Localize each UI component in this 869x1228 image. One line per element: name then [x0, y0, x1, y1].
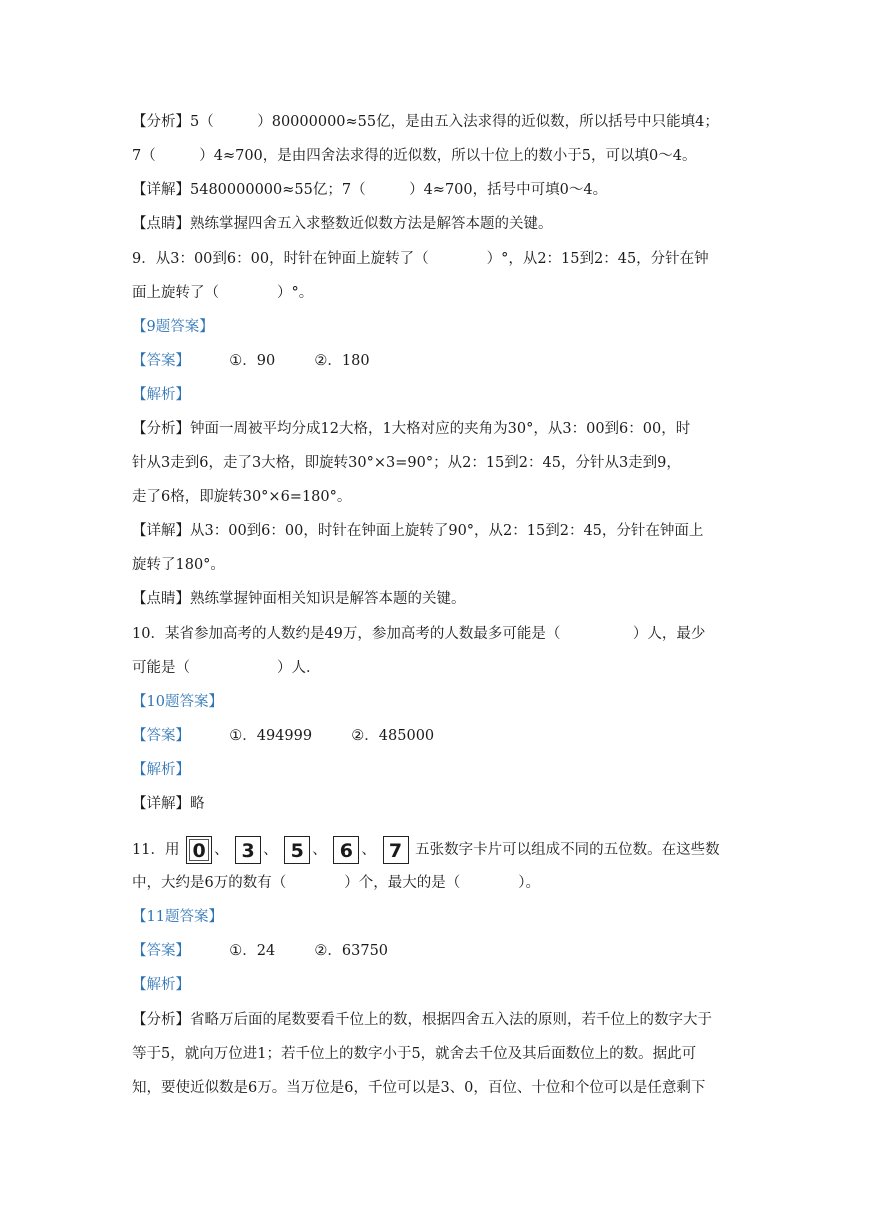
q8-detail: 【详解】5480000000≈55亿；7（ ）4≈700，括号中可填0～4。: [132, 182, 608, 198]
q10-question-line-1: 10．某省参加高考的人数约是49万，参加高考的人数最多可能是（ ）人，最少: [132, 626, 706, 642]
q9-answer-2: ②．180: [314, 353, 370, 369]
q8-tip: 【点睛】熟练掌握四舍五入求整数近似数方法是解答本题的关键。: [132, 216, 553, 232]
digit-card-3: 3: [235, 836, 261, 864]
q11-answer-1: ①．24: [229, 943, 276, 959]
separator: 、: [312, 842, 327, 858]
digit-card-5: 5: [284, 836, 310, 864]
q9-answer-label: 【答案】: [132, 353, 190, 369]
q9-analysis-line-3: 走了6格，即旋转30°×6=180°。: [132, 489, 352, 505]
separator: 、: [263, 842, 278, 858]
q11-analysis-line-3: 知，要使近似数是6万。当万位是6，千位可以是3、0，百位、十位和个位可以是任意剩下: [132, 1080, 706, 1096]
q11-answer-label: 【答案】: [132, 943, 190, 959]
q9-answer-row: [132, 351, 742, 371]
q9-analysis-line-2: 针从3走到6，走了3大格，即旋转30°×3=90°；从2：15到2：45，分针从3走到9，: [132, 455, 681, 471]
q10-question-line-2: 可能是（ ）人．: [132, 660, 321, 676]
q9-question-line-1: 9．从3：00到6：00，时针在钟面上旋转了（ ）°，从2：15到2：45，分针在钟: [132, 251, 709, 267]
q10-answer-2: ②．485000: [351, 728, 435, 744]
q11-analysis-line-1: 【分析】省略万后面的尾数要看千位上的数，根据四舍五入法的原则，若千位上的数字大于: [132, 1012, 712, 1028]
digit-card-6: 6: [333, 836, 359, 864]
q8-analysis-line-1: 【分析】5（ ）80000000≈55亿，是由五入法求得的近似数，所以括号中只能填4；: [132, 114, 719, 130]
q11-analysis-header: 【解析】: [132, 977, 190, 993]
q10-answer-1: ①．494999: [229, 728, 313, 744]
q9-tip: 【点睛】熟练掌握钟面相关知识是解答本题的关键。: [132, 591, 466, 607]
q9-answer-1: ①．90: [229, 353, 276, 369]
q11-question-suffix: 五张数字卡片可以组成不同的五位数。在这些数: [415, 842, 720, 858]
q9-question-line-2: 面上旋转了（ ）°。: [132, 285, 314, 301]
q10-answer-header: 【10题答案】: [132, 694, 223, 710]
q11-answer-header: 【11题答案】: [132, 909, 223, 925]
digit-card-7: 7: [383, 836, 409, 864]
q10-analysis-header: 【解析】: [132, 762, 190, 778]
q11-answer-2: ②．63750: [314, 943, 389, 959]
q10-answer-row: [132, 726, 742, 746]
separator: 、: [361, 842, 376, 858]
q9-detail-line-2: 旋转了180°。: [132, 557, 225, 573]
q9-detail-line-1: 【详解】从3：00到6：00，时针在钟面上旋转了90°，从2：15到2：45，分针在钟面上: [132, 523, 704, 539]
q10-detail: 【详解】略: [132, 796, 205, 812]
q11-analysis-line-2: 等于5，就向万位进1；若千位上的数字小于5，就舍去千位及其后面数位上的数。据此可: [132, 1046, 697, 1062]
q9-answer-header: 【9题答案】: [132, 319, 214, 335]
q11-answer-row: [132, 941, 742, 961]
q11-question-prefix: 11．用: [132, 842, 180, 858]
digit-card-0: 0: [186, 836, 212, 864]
q9-analysis-header: 【解析】: [132, 387, 190, 403]
q11-question-line-2: 中，大约是6万的数有（ ）个，最大的是（ ）。: [132, 875, 540, 891]
q10-answer-label: 【答案】: [132, 728, 190, 744]
separator: 、: [214, 842, 229, 858]
q11-question-line-1: [132, 834, 742, 866]
q9-analysis-line-1: 【分析】钟面一周被平均分成12大格，1大格对应的夹角为30°，从3：00到6：00，时: [132, 421, 691, 437]
q8-analysis-line-2: 7（ ）4≈700，是由四舍法求得的近似数，所以十位上的数小于5，可以填0～4。: [132, 148, 697, 164]
